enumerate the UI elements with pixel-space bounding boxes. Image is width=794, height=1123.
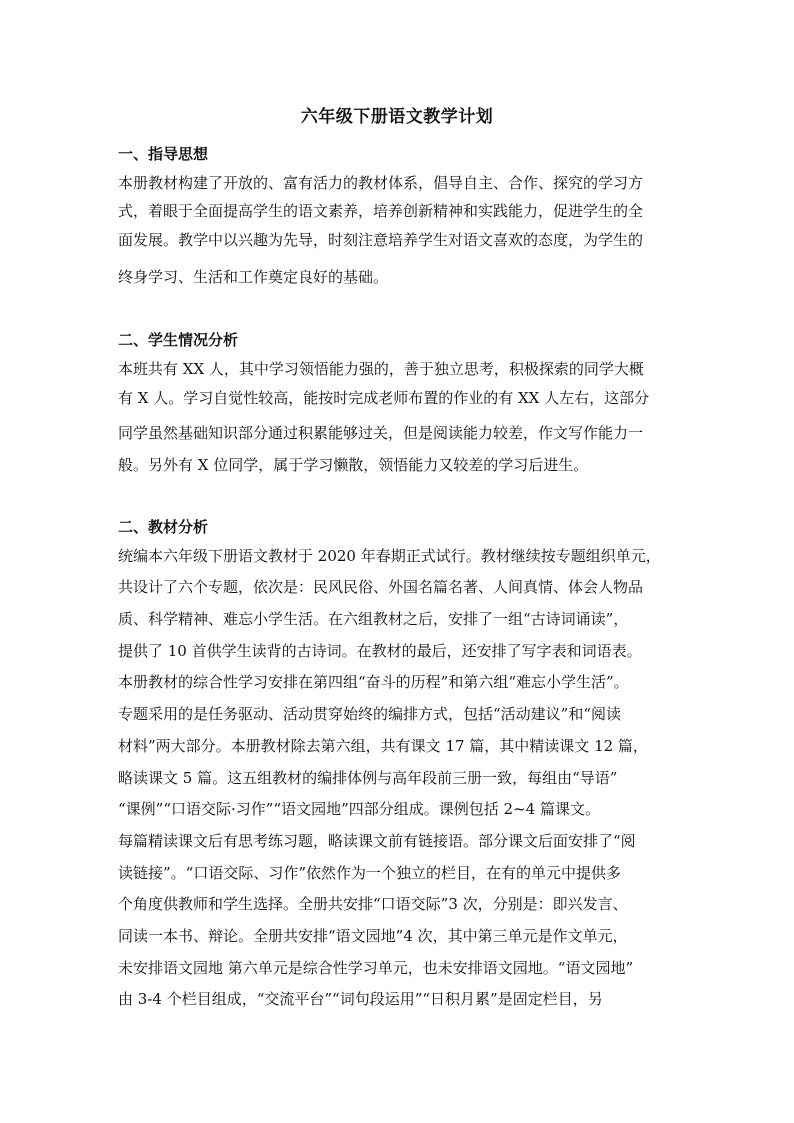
- paragraph-line: 提供了 10 首供学生读背的古诗词。在教材的最后，还安排了写字表和词语表。: [118, 642, 642, 660]
- paragraph-line: 每篇精读课文后有思考练习题，略读课文前有链接语。部分课文后面安排了“阅: [118, 832, 636, 850]
- paragraph-line: 式，着眼于全面提高学生的语文素养，培养创新精神和实践能力，促进学生的全: [118, 202, 644, 220]
- paragraph-line: 同学虽然基础知识部分通过积累能够过关，但是阅读能力较差，作文写作能力一: [118, 424, 644, 442]
- document-title: 六年级下册语文教学计划: [300, 107, 494, 127]
- paragraph-line: 本册教材构建了开放的、富有活力的教材体系，倡导自主、合作、探究的学习方: [118, 174, 644, 192]
- paragraph-line: 略读课文 5 篇。这五组教材的编排体例与高年段前三册一致，每组由“导语”: [118, 769, 618, 787]
- paragraph-line: 统编本六年级下册语文教材于 2020 年春期正式试行。教材继续按专题组织单元，: [118, 547, 661, 565]
- paragraph-line: 面发展。教学中以兴趣为先导，时刻注意培养学生对语文喜欢的态度，为学生的: [118, 231, 644, 249]
- paragraph-line: 由 3-4 个栏目组成，“交流平台”“词句段运用”“日积月累”是固定栏目，另: [118, 990, 603, 1008]
- section-heading-textbook-analysis: 二、教材分析: [118, 518, 209, 536]
- paragraph-line: 质、科学精神、难忘小学生活。在六组教材之后，安排了一组“古诗词诵读”，: [118, 610, 629, 628]
- paragraph-line: 般。另外有 X 位同学，属于学习懒散，领悟能力又较差的学习后进生。: [118, 456, 589, 474]
- section-heading-guiding-ideology: 一、指导思想: [118, 145, 209, 163]
- section-heading-student-analysis: 二、学生情况分析: [118, 331, 239, 349]
- paragraph-line: 专题采用的是任务驱动、活动贯穿始终的编排方式，包括“活动建议”和“阅读: [118, 705, 622, 723]
- paragraph-line: 本班共有 XX 人，其中学习领悟能力强的，善于独立思考，积极探索的同学大概: [118, 360, 644, 378]
- paragraph-line: 读链接”。“口语交际、习作”依然作为一个独立的栏目，在有的单元中提供多: [118, 864, 622, 882]
- paragraph-line: 本册教材的综合性学习安排在第四组“奋斗的历程”和第六组“难忘小学生活”。: [118, 673, 629, 691]
- paragraph-line: 个角度供教师和学生选择。全册共安排“口语交际”3 次，分别是：即兴发言、: [118, 895, 628, 913]
- paragraph-line: “课例”“口语交际·习作”“语文园地”四部分组成。课例包括 2~4 篇课文。: [118, 800, 600, 818]
- paragraph-line: 同读一本书、辩论。全册共安排“语文园地”4 次，其中第三单元是作文单元，: [118, 927, 628, 945]
- paragraph-line: 未安排语文园地 第六单元是综合性学习单元，也未安排语文园地。“语文园地”: [118, 959, 634, 977]
- paragraph-line: 有 X 人。学习自觉性较高，能按时完成老师布置的作业的有 XX 人左右，这部分: [118, 389, 650, 407]
- paragraph-line: 共设计了六个专题，依次是：民风民俗、外国名篇名著、人间真情、体会人物品: [118, 578, 644, 596]
- paragraph-line: 终身学习、生活和工作奠定良好的基础。: [118, 268, 389, 286]
- paragraph-line: 材料”两大部分。本册教材除去第六组，共有课文 17 篇，其中精读课文 12 篇，: [118, 737, 648, 755]
